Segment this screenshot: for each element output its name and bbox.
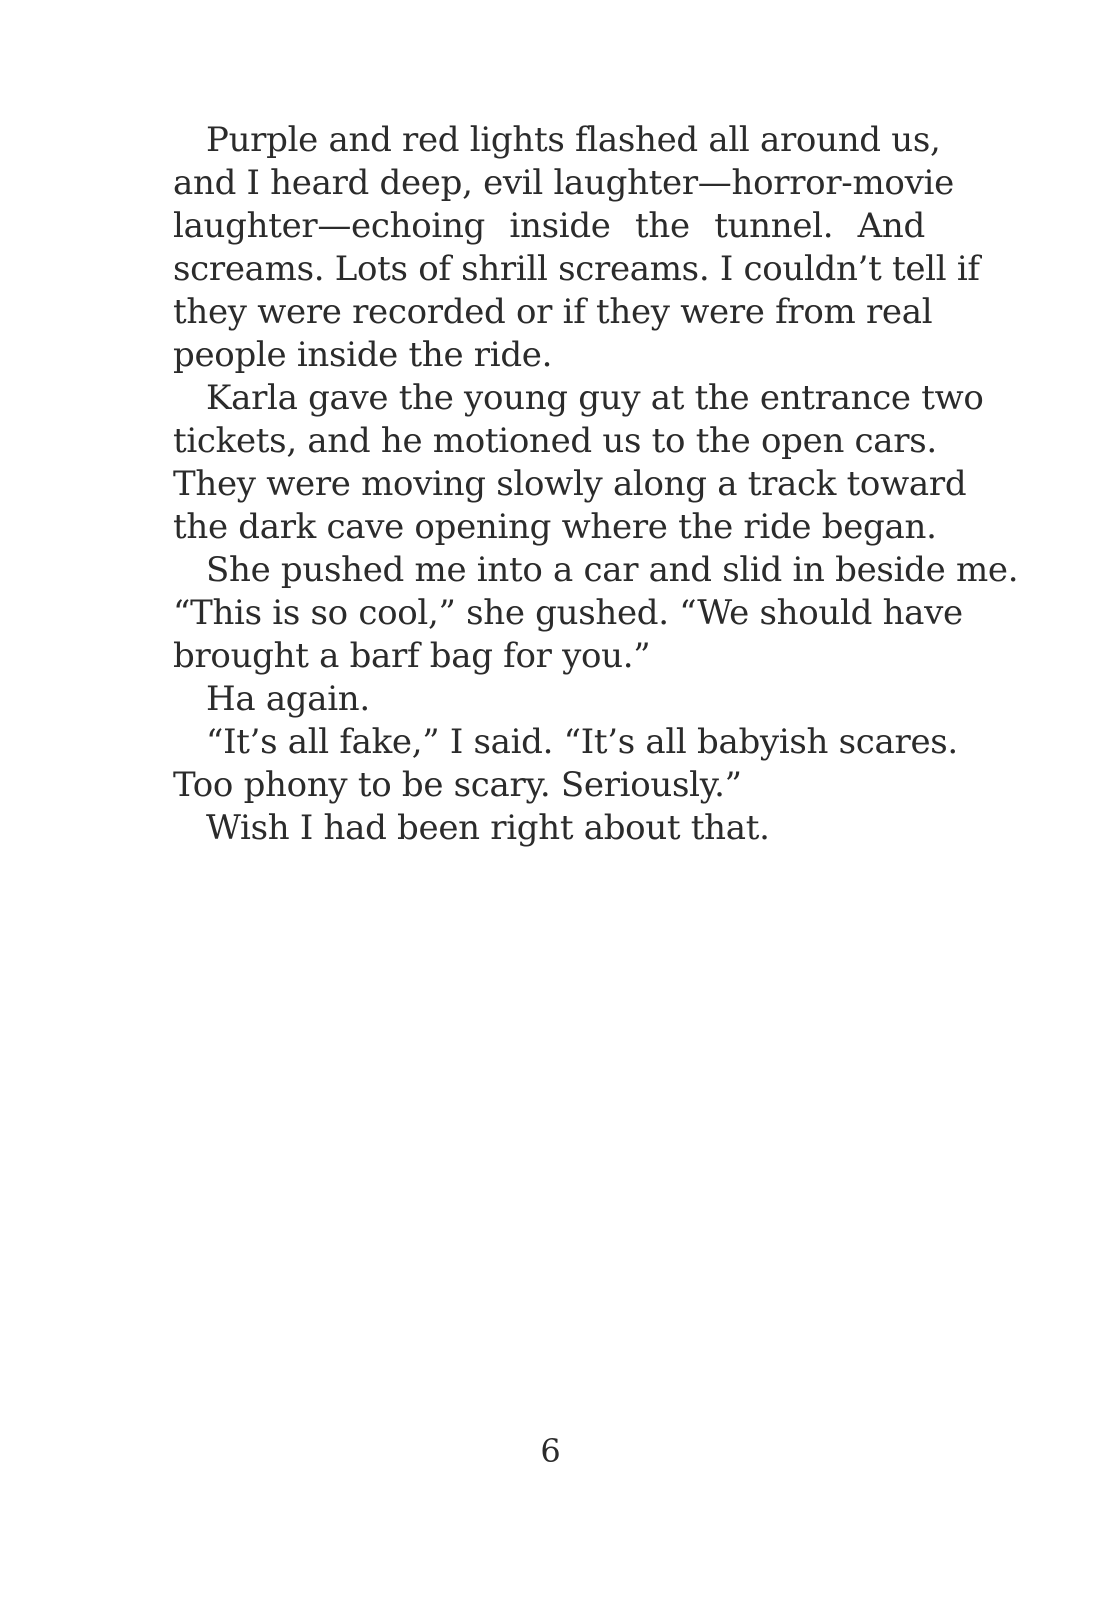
text-line: She pushed me into a car and slid in beside me. — [206, 550, 1019, 590]
page-number: 6 — [540, 1432, 561, 1470]
text-line: Karla gave the young guy at the entrance two — [206, 378, 984, 418]
text-line: brought a barf bag for you.” — [173, 636, 651, 676]
text-line: “This is so cool,” she gushed. “We should have — [173, 593, 963, 633]
text-line: Too phony to be scary. Seriously.” — [173, 765, 742, 805]
text-line: Purple and red lights flashed all around us, — [206, 120, 941, 160]
body-text — [173, 119, 1019, 850]
text-line: Ha again. — [206, 679, 370, 719]
text-line: and I heard deep, evil laughter—horror-movie — [173, 163, 954, 203]
text-line: laughter—echoing inside the tunnel. And — [173, 206, 925, 246]
text-line: Wish I had been right about that. — [206, 808, 770, 848]
text-line: “It’s all fake,” I said. “It’s all babyish scares. — [206, 722, 958, 762]
text-line: people inside the ride. — [173, 335, 553, 375]
text-line: They were moving slowly along a track toward — [173, 464, 967, 504]
text-line: screams. Lots of shrill screams. I couldn’t tell if — [173, 249, 980, 289]
text-line: tickets, and he motioned us to the open cars. — [173, 421, 937, 461]
text-line: they were recorded or if they were from real — [173, 292, 933, 332]
text-line: the dark cave opening where the ride began. — [173, 507, 937, 547]
